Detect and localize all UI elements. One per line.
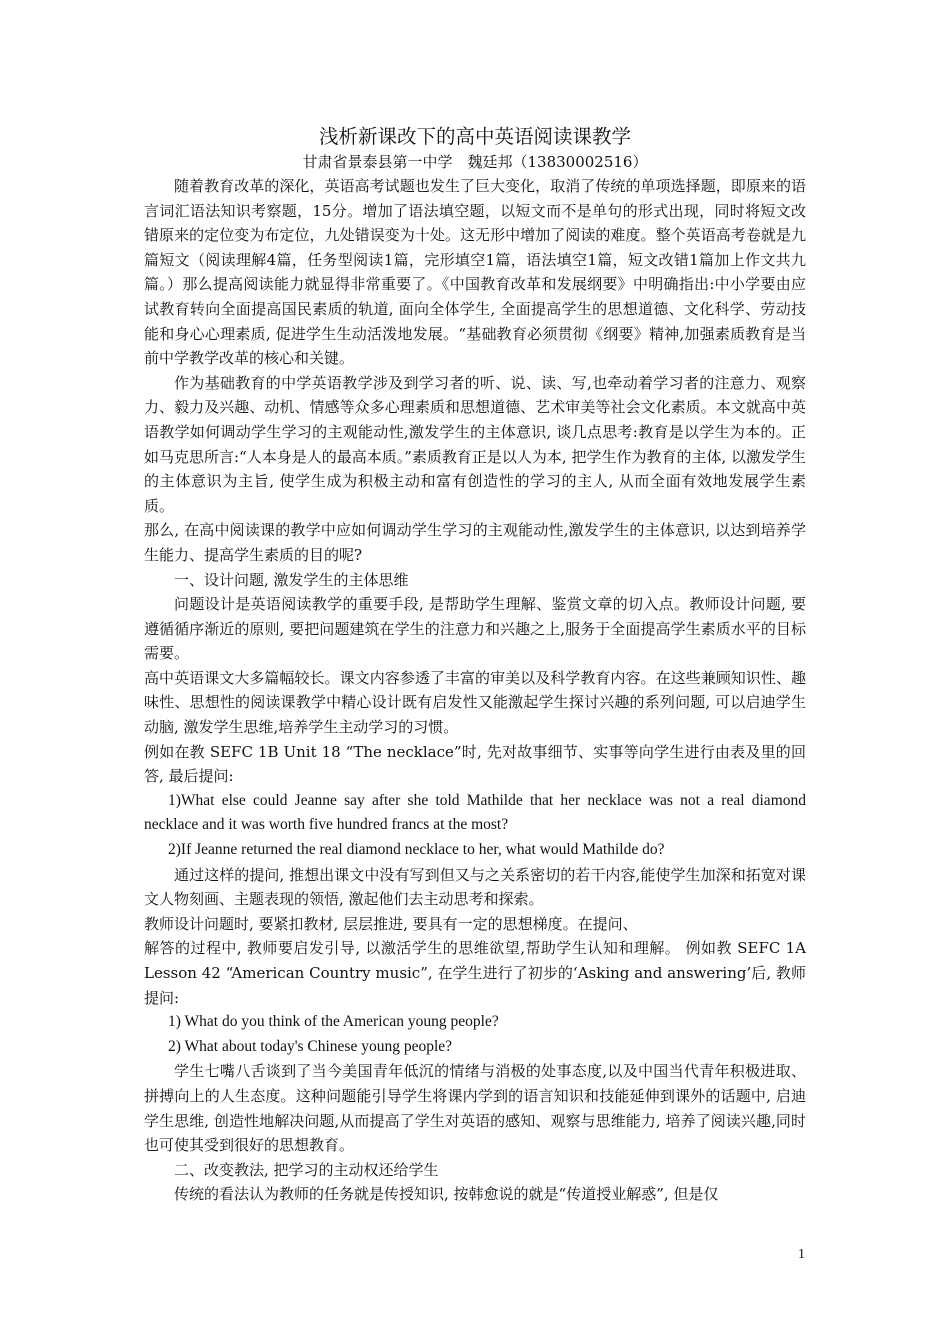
section-heading-1: 一、设计问题, 激发学生的主体思维 bbox=[174, 570, 409, 589]
paragraph-example-music: 解答的过程中, 教师要启发引导, 以激活学生的思维欲望,帮助学生认知和理解。 例如教 SEFC 1A Lesson 42 “American Country music”, 在学生进行了初步的‘Asking and answering’后, 教师提问: bbox=[144, 939, 806, 1007]
question-item-3: 1) What do you think of the American young people? bbox=[168, 1013, 499, 1031]
question-item-1: 1)What else could Jeanne say after she told Mathilde that her necklace was not a real diamond necklace and it was worth five hundred francs at the most? bbox=[144, 791, 806, 834]
paragraph-question: 那么, 在高中阅读课的教学中应如何调动学生学习的主观能动性,激发学生的主体意识, 以达到培养学生能力、提高学生素质的目的呢? bbox=[144, 521, 806, 564]
paragraph-teacher-design: 教师设计问题时, 要紧扣教材, 层层推进, 要具有一定的思想梯度。在提问、 bbox=[144, 914, 638, 933]
paragraph-inference: 通过这样的提问, 推想出课文中没有写到但又与之关系密切的若干内容,能使学生加深和拓宽对课文人物刻画、主题表现的领悟, 激起他们去主动思考和探索。 bbox=[144, 865, 806, 909]
question-item-4: 2) What about today's Chinese young people? bbox=[168, 1037, 453, 1055]
question-item-2: 2)If Jeanne returned the real diamond necklace to her, what would Mathilde do? bbox=[168, 841, 665, 859]
document-title: 浅析新课改下的高中英语阅读课教学 bbox=[318, 125, 631, 148]
author-line: 甘肃省景泰县第一中学 魏廷邦（13830002516） bbox=[302, 153, 648, 171]
paragraph-foundation: 作为基础教育的中学英语教学涉及到学习者的听、说、读、写,也牵动着学习者的注意力、观察力、毅力及兴趣、动机、情感等众多心理素质和思想道德、艺术审美等社会文化素质。本文就高中英语教学如何调动学生学习的主观能动性,激发学生的主体意识, 谈几点思考:教育是以学生为本的。正如马克思所言:“人本身是人的最高本质。”素质教育正是以人为本, 把学生作为教育的主体, 以激发学生的主体意识为主旨, 使学生成为积极主动和富有创造性的学习的主人, 从而全面有效地发展学生素质。 bbox=[144, 373, 806, 515]
page-number: 1 bbox=[798, 1247, 805, 1262]
paragraph-intro: 随着教育改革的深化，英语高考试题也发生了巨大变化，取消了传统的单项选择题，即原来的语言词汇语法知识考察题，15分。增加了语法填空题，以短文而不是单句的形式出现，同时将短文改错原来的定位变为布定位，九处错误变为十处。这无形中增加了阅读的难度。整个英语高考卷就是九篇短文（阅读理解4篇，任务型阅读1篇，完形填空1篇，语法填空1篇，短文改错1篇加上作文共九篇。）那么提高阅读能力就显得非常重要了。《中国教育改革和发展纲要》中明确指出:中小学要由应试教育转向全面提高国民素质的轨道, 面向全体学生, 全面提高学生的思想道德、文化科学、劳动技能和身心心理素质, 促进学生生动活泼地发展。“基础教育必须贯彻《纲要》精神,加强素质教育是当前中学教学改革的核心和关键。 bbox=[144, 177, 806, 368]
document-body bbox=[144, 124, 806, 1207]
paragraph-question-design: 问题设计是英语阅读教学的重要手段, 是帮助学生理解、鉴赏文章的切入点。教师设计问题, 要遵循循序渐近的原则, 要把问题建筑在学生的注意力和兴趣之上,服务于全面提高学生素质水平的目标需要。 bbox=[144, 595, 806, 663]
paragraph-discussion: 学生七嘴八舌谈到了当今美国青年低沉的情绪与消极的处事态度,以及中国当代青年积极进取、拼搏向上的人生态度。这种问题能引导学生将课内学到的语言知识和技能延伸到课外的话题中, 启迪学生思维, 创造性地解决问题,从而提高了学生对英语的感知、观察与思维能力, 培养了阅读兴趣,同时也可使其受到很好的思想教育。 bbox=[144, 1062, 806, 1155]
paragraph-traditional-view: 传统的看法认为教师的任务就是传授知识, 按韩愈说的就是“传道授业解惑”, 但是仅 bbox=[174, 1185, 719, 1204]
paragraph-long-texts: 高中英语课文大多篇幅较长。课文内容参透了丰富的审美以及科学教育内容。在这些兼顾知识性、趣味性、思想性的阅读课教学中精心设计既有启发性又能激起学生探讨兴趣的系列问题, 可以启迪学生动脑, 激发学生思维,培养学生主动学习的习惯。 bbox=[144, 668, 806, 737]
section-heading-2: 二、改变教法, 把学习的主动权还给学生 bbox=[174, 1160, 439, 1179]
paragraph-example-necklace: 例如在教 SEFC 1B Unit 18 “The necklace”时, 先对故事细节、实事等向学生进行由表及里的回答, 最后提问: bbox=[144, 742, 806, 786]
